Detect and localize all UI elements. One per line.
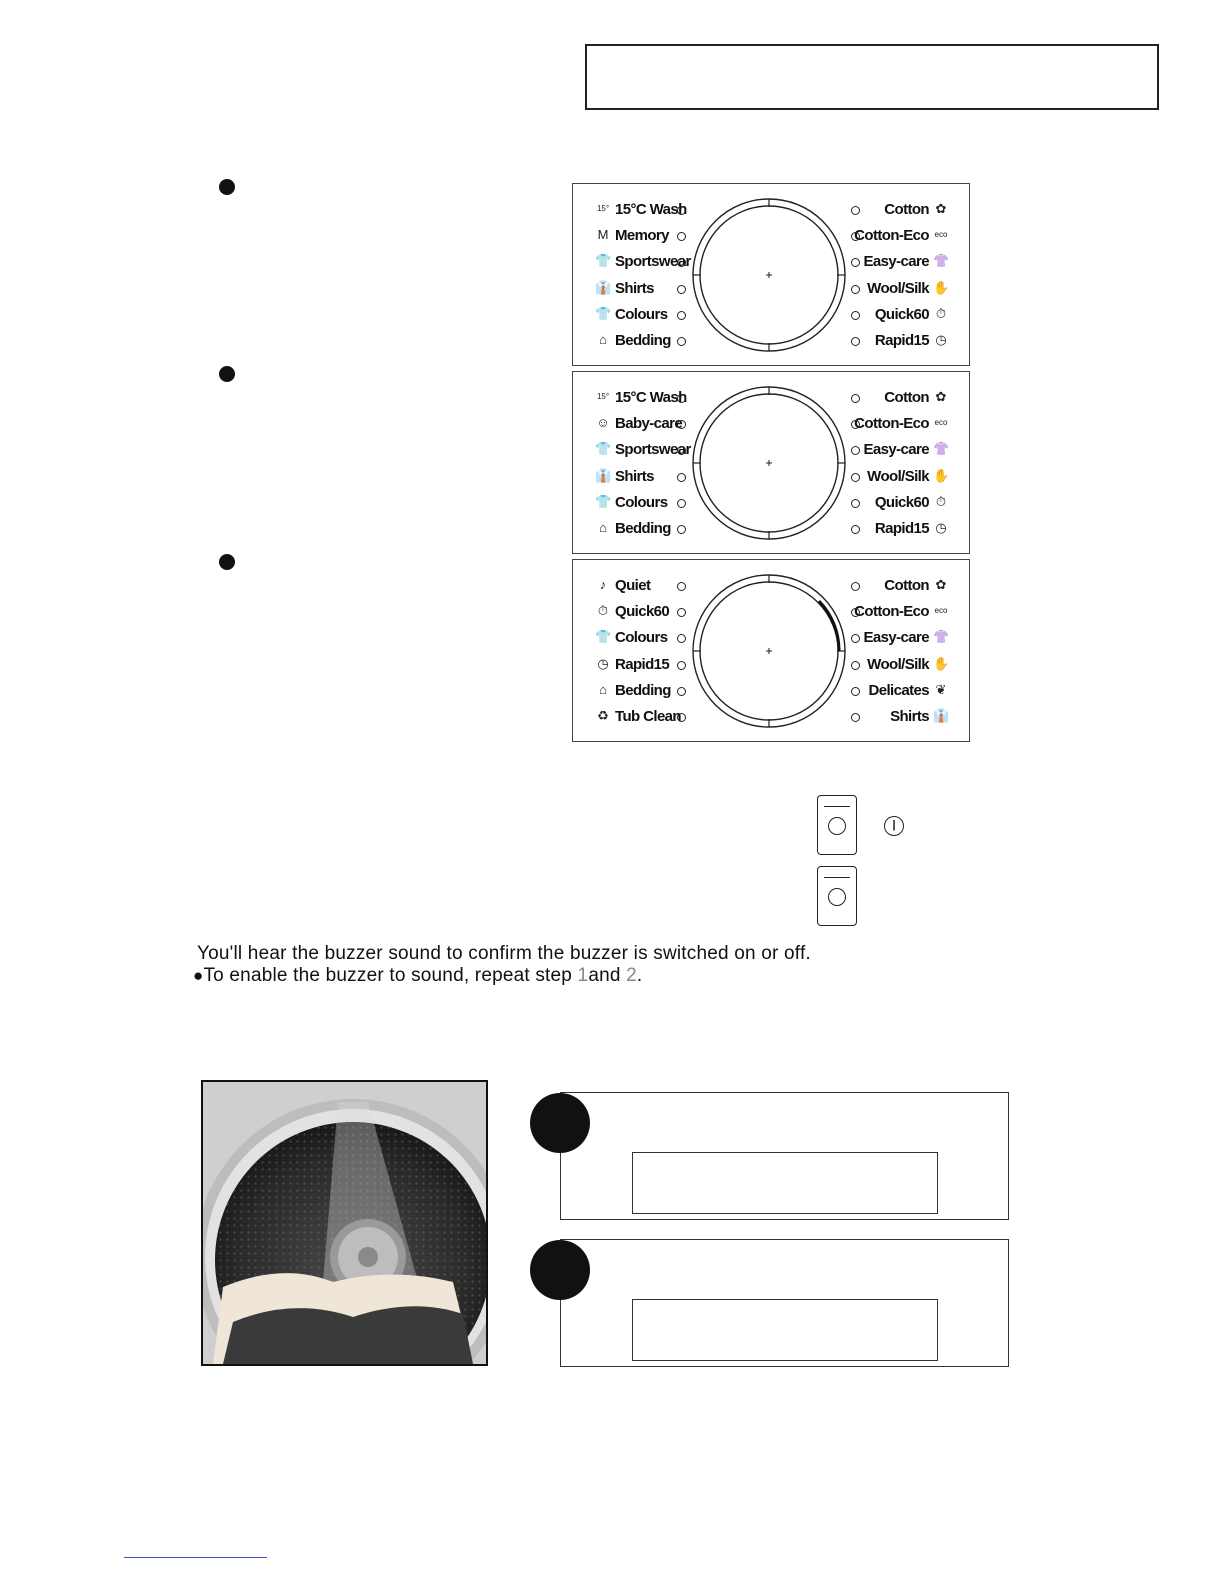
rapid15-icon: ◷ (935, 520, 947, 535)
header-box (585, 44, 1159, 110)
program-indicator-light[interactable] (851, 687, 860, 696)
program-indicator-light[interactable] (677, 394, 686, 403)
eco-icon: eco (934, 230, 948, 240)
program-label: Colours (615, 305, 668, 323)
key-bar (824, 877, 850, 878)
program-label: Bedding (615, 520, 671, 537)
program-label: Shirts (890, 708, 929, 725)
bedding-icon: ⌂ (599, 332, 607, 347)
program-indicator-light[interactable] (677, 582, 686, 591)
rapid15-icon: ◷ (935, 332, 947, 347)
wool-silk-icon: ✋ (933, 655, 950, 671)
memory-icon: M (597, 227, 609, 243)
step-2-inner-box (632, 1299, 938, 1361)
note-text: . (636, 965, 643, 986)
quick60-icon: ⏱ (935, 493, 947, 509)
rapid15-icon: ◷ (597, 655, 609, 671)
15c-icon: 15° (596, 392, 610, 401)
eco-icon: eco (934, 606, 948, 616)
program-label: Easy-care (863, 441, 929, 459)
sportswear-icon: 👕 (595, 253, 612, 269)
colours-icon: 👕 (595, 305, 612, 321)
program-label: 15°C Wash (615, 389, 687, 406)
program-label: Wool/Silk (867, 279, 929, 297)
easy-care-icon: 👚 (933, 629, 950, 645)
program-label: Quiet (615, 577, 651, 594)
bedding-icon: ⌂ (599, 520, 607, 535)
bullet-dot (219, 554, 235, 570)
program-indicator-light[interactable] (677, 499, 686, 508)
key-circle (828, 817, 846, 835)
program-label: Colours (615, 493, 668, 511)
program-label: Baby-care (615, 415, 683, 433)
program-label: Memory (615, 227, 669, 245)
quiet-icon: ♪ (599, 577, 607, 592)
quick60-icon: ⏱ (597, 603, 609, 619)
program-indicator-light[interactable] (851, 337, 860, 346)
program-label: Wool/Silk (867, 655, 929, 673)
program-indicator-light[interactable] (851, 582, 860, 591)
program-label: Rapid15 (874, 332, 929, 349)
buzzer-note-line-2 (193, 965, 642, 987)
second-key[interactable] (817, 866, 857, 926)
cotton-icon: ✿ (935, 201, 947, 216)
note-text: To enable the buzzer to sound, repeat step (203, 965, 578, 986)
cotton-icon: ✿ (935, 389, 947, 404)
program-indicator-light[interactable] (677, 661, 686, 670)
program-label: Easy-care (863, 629, 929, 647)
dial-pointer-arc (819, 601, 839, 651)
program-indicator-light[interactable] (851, 473, 860, 482)
program-label: Sportswear (615, 441, 691, 459)
bullet-dot (219, 179, 235, 195)
program-label: Rapid15 (615, 655, 670, 673)
easy-care-icon: 👚 (933, 441, 950, 457)
program-indicator-light[interactable] (851, 394, 860, 403)
program-label: 15°C Wash (615, 201, 687, 218)
note-text: You'll hear the buzzer sound to confirm the buzzer is switched on or off. (197, 943, 811, 964)
wool-silk-icon: ✋ (933, 467, 950, 483)
program-indicator-light[interactable] (677, 337, 686, 346)
15c-icon: 15° (596, 204, 610, 213)
program-indicator-light[interactable] (851, 206, 860, 215)
cotton-icon: ✿ (935, 577, 947, 592)
colours-icon: 👕 (595, 493, 612, 509)
footer-link-underline[interactable] (124, 1557, 267, 1558)
quick60-icon: ⏱ (935, 305, 947, 321)
note-text: and (588, 965, 627, 986)
program-label: Cotton-Eco (854, 415, 929, 433)
program-label: Cotton (884, 389, 929, 406)
program-label: Quick60 (874, 305, 929, 323)
bedding-icon: ⌂ (599, 681, 607, 697)
step-circle-1 (530, 1093, 590, 1153)
drum-illustration (203, 1082, 486, 1364)
program-label: Sportswear (615, 253, 691, 271)
buzzer-note-line-1 (197, 943, 811, 965)
step-number: 2 (626, 965, 637, 986)
key-circle (828, 888, 846, 906)
program-indicator-light[interactable] (677, 713, 686, 722)
program-label: Cotton-Eco (854, 603, 929, 621)
shirt-icon: 👔 (595, 279, 612, 295)
program-indicator-light[interactable] (851, 311, 860, 320)
key-bar (824, 806, 850, 807)
bullet-dot (219, 366, 235, 382)
baby-care-icon: ☺ (596, 415, 610, 431)
program-label: Wool/Silk (867, 467, 929, 485)
bullet-dot: ● (193, 966, 204, 985)
delicates-icon: ❦ (935, 681, 947, 697)
program-label: Bedding (615, 681, 671, 699)
program-label: Delicates (868, 681, 929, 699)
eco-icon: eco (934, 418, 948, 428)
shirt-icon: 👔 (933, 708, 950, 723)
program-indicator-light[interactable] (851, 499, 860, 508)
program-indicator-light[interactable] (677, 206, 686, 215)
program-indicator-light[interactable] (851, 285, 860, 294)
wool-silk-icon: ✋ (933, 279, 950, 295)
program-indicator-light[interactable] (677, 311, 686, 320)
sportswear-icon: 👕 (595, 441, 612, 457)
program-dial-panel-1 (572, 183, 970, 366)
shirt-icon: 👔 (595, 467, 612, 483)
program-label: Easy-care (863, 253, 929, 271)
power-icon: | (884, 816, 904, 836)
program-indicator-light[interactable] (677, 525, 686, 534)
program-label: Cotton (884, 577, 929, 594)
program-label: Quick60 (874, 493, 929, 511)
program-label: Bedding (615, 332, 671, 349)
program-label: Shirts (615, 467, 654, 485)
program-dial-panel-2 (572, 371, 970, 554)
tub-clean-icon: ♻ (597, 708, 609, 723)
program-indicator-light[interactable] (851, 713, 860, 722)
power-key[interactable] (817, 795, 857, 855)
program-indicator-light[interactable] (677, 285, 686, 294)
program-label: Tub Clean (615, 708, 681, 725)
program-indicator-light[interactable] (677, 687, 686, 696)
program-label: Quick60 (615, 603, 670, 621)
easy-care-icon: 👚 (933, 253, 950, 269)
drum-photo (201, 1080, 488, 1366)
program-label: Colours (615, 629, 668, 647)
program-label: Shirts (615, 279, 654, 297)
step-number: 1 (577, 965, 589, 986)
program-indicator-light[interactable] (677, 473, 686, 482)
program-indicator-light[interactable] (851, 661, 860, 670)
program-label: Cotton-Eco (854, 227, 929, 245)
step-1-inner-box (632, 1152, 938, 1214)
program-dial-panel-3 (572, 559, 970, 742)
program-label: Rapid15 (874, 520, 929, 537)
step-circle-2 (530, 1240, 590, 1300)
colours-icon: 👕 (595, 629, 612, 645)
program-label: Cotton (884, 201, 929, 218)
program-indicator-light[interactable] (851, 525, 860, 534)
